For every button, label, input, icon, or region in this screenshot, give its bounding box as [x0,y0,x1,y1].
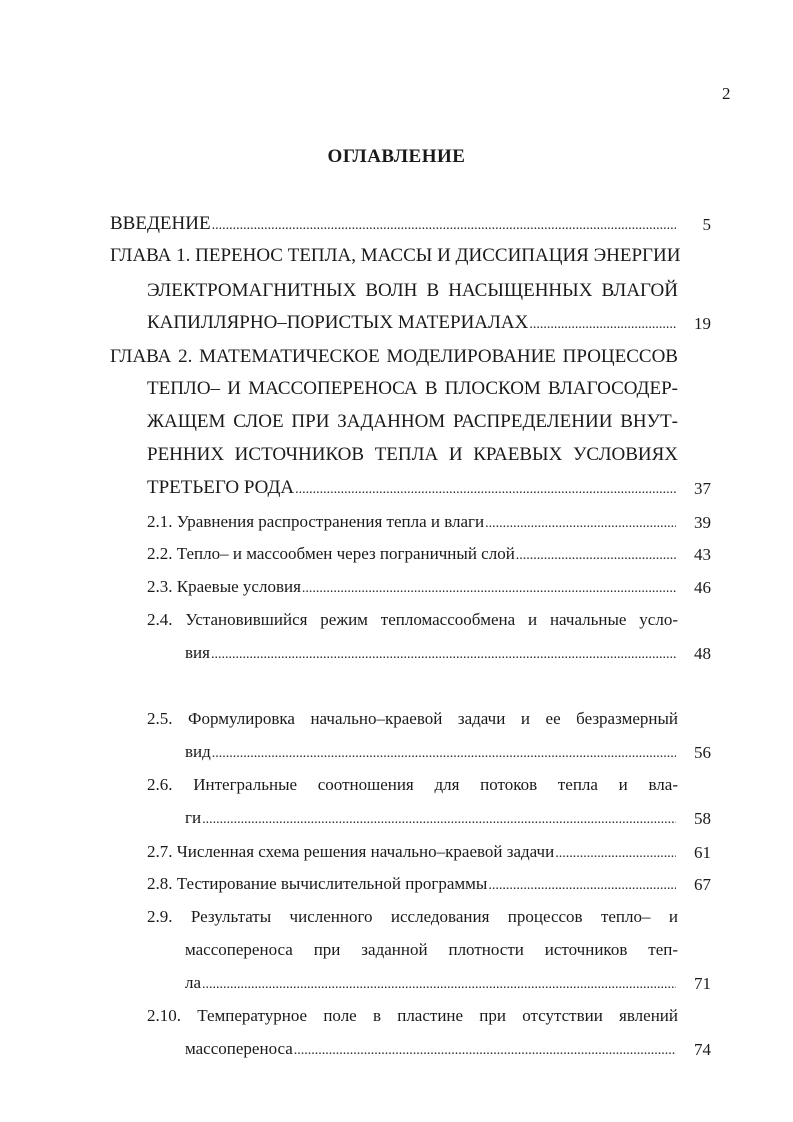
toc-page-number: 37 [694,479,711,498]
toc-section-2-5-line2 [185,742,676,762]
toc-section-2-1 [147,512,676,532]
toc-entry-introduction [110,213,676,235]
toc-entry-label: 2.7. Численная схема решения начально–краевой задачи [147,842,555,861]
toc-section-2-3 [147,577,676,597]
toc-section-2-7 [147,842,676,862]
toc-section-2-8 [147,874,676,894]
toc-page-number: 19 [694,314,711,333]
toc-section-2-10-line2 [185,1039,676,1059]
toc-chapter1-line1: ГЛАВА 1. ПЕРЕНОС ТЕПЛА, МАССЫ И ДИССИПАЦИЯ ЭНЕРГИИ [110,245,681,266]
toc-entry-label: вид [185,742,211,761]
toc-entry-label: 2.3. Краевые условия [147,577,301,596]
toc-section-2-2 [147,544,676,564]
page-title: ОГЛАВЛЕНИЕ [327,146,466,167]
toc-entry-label: ТРЕТЬЕГО РОДА [147,477,295,498]
toc-page-number: 58 [694,809,711,828]
toc-chapter2-line3: ЖАЩЕМ СЛОЕ ПРИ ЗАДАННОМ РАСПРЕДЕЛЕНИИ ВНУТ- [147,411,678,432]
toc-chapter1-line2: ЭЛЕКТРОМАГНИТНЫХ ВОЛН В НАСЫЩЕННЫХ ВЛАГОЙ [147,280,678,301]
toc-entry-label: 2.2. Тепло– и массообмен через пограничный слой [147,544,515,563]
toc-entry-label: вия [185,643,210,662]
toc-chapter2-line1: ГЛАВА 2. МАТЕМАТИЧЕСКОЕ МОДЕЛИРОВАНИЕ ПРОЦЕССОВ [110,346,678,367]
toc-section-2-9-line3 [185,973,676,993]
toc-entry-label: массопереноса [185,1039,293,1058]
toc-entry-label: 2.1. Уравнения распространения тепла и влаги [147,512,485,531]
page-number: 2 [722,84,731,103]
toc-entry-label: КАПИЛЛЯРНО–ПОРИСТЫХ МАТЕРИАЛАХ [147,312,529,333]
toc-page-number: 61 [694,843,711,862]
toc-page-number: 46 [694,578,711,597]
toc-page-number: 48 [694,644,711,663]
toc-page-number: 56 [694,743,711,762]
toc-page-number: 71 [694,974,711,993]
toc-section-2-9-line1: 2.9. Результаты численного исследования процессов тепло– и [147,907,678,926]
toc-entry-label: 2.8. Тестирование вычислительной программы [147,874,488,893]
toc-chapter2-line5 [147,477,676,499]
toc-section-2-4-line1: 2.4. Установившийся режим тепломассообмена и начальные усло- [147,610,678,629]
toc-chapter2-line2: ТЕПЛО– И МАССОПЕРЕНОСА В ПЛОСКОМ ВЛАГОСОДЕР- [147,378,678,399]
toc-chapter2-line4: РЕННИХ ИСТОЧНИКОВ ТЕПЛА И КРАЕВЫХ УСЛОВИЯХ [147,444,678,465]
toc-page-number: 5 [702,215,711,234]
toc-entry-label: ла [185,973,202,992]
toc-section-2-9-line2: массопереноса при заданной плотности источников теп- [185,940,678,959]
toc-chapter1-line3 [147,312,676,334]
toc-section-2-4-line2 [185,643,676,663]
toc-section-2-5-line1: 2.5. Формулировка начально–краевой задачи и ее безразмерный [147,709,678,728]
toc-entry-label: ВВЕДЕНИЕ [110,213,211,234]
toc-page-number: 67 [694,875,711,894]
toc-page-number: 39 [694,513,711,532]
toc-page-number: 74 [694,1040,711,1059]
toc-section-2-6-line1: 2.6. Интегральные соотношения для потоков тепла и вла- [147,775,678,794]
toc-section-2-6-line2 [185,808,676,828]
toc-entry-label: ги [185,808,202,827]
toc-section-2-10-line1: 2.10. Температурное поле в пластине при отсутствии явлений [147,1006,678,1025]
toc-page-number: 43 [694,545,711,564]
